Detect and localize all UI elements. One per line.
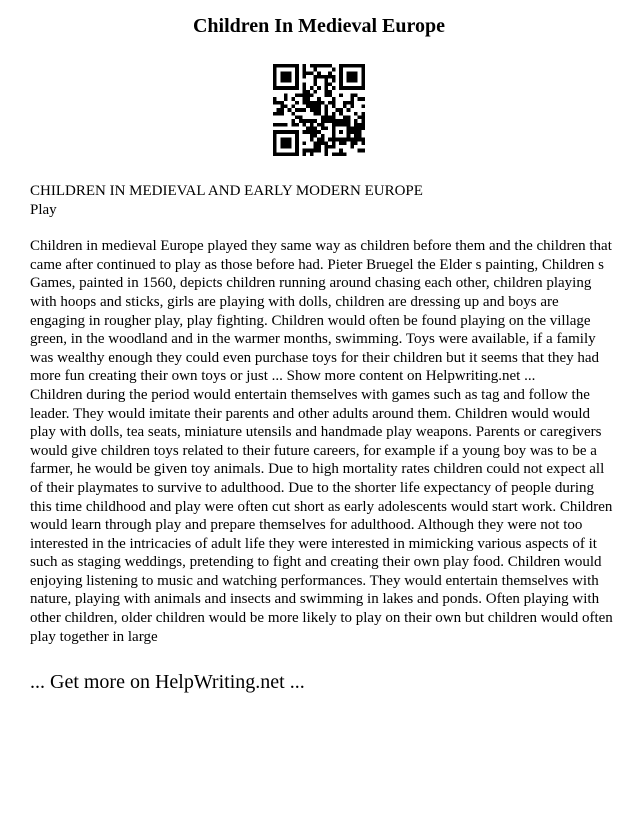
document-body [30,182,614,694]
get-more-link[interactable]: ... Get more on HelpWriting.net ... [30,671,305,694]
paragraph-2: Children during the period would entertain themselves with games such as tag and follow the leader. They would imitate their parents and other adults around them. Children would would play with dolls, tea seats, miniature utensils and handmade play weapons. Parents or caregivers would give children toys related to their future careers, for example if a young boy was to be a farmer, he would be given toy animals. Due to high mortality rates children could not expect all of their playmates to survive to adulthood. Due to the shorter life expectancy of people during this time childhood and play were often cut short as early adolescents would start work. Children would learn through play and prepare themselves for adulthood. Although they were not too interested in the intricacies of adult life they were interested in mimicking various aspects of it such as staging weddings, pretending to fight and creating their own play food. Children would enjoying listening to music and watching performances. They would entertain themselves with nature, playing with animals and insects and swimming in lakes and ponds. Often playing with other children, older children would be more likely to play on their own but children would often play together in large [30,386,613,645]
subheading: CHILDREN IN MEDIEVAL AND EARLY MODERN EUROPE [30,183,423,199]
qr-code-icon [273,64,365,156]
subheading-play: Play [30,201,57,218]
page-title: Children In Medieval Europe [192,15,446,37]
paragraph-1: Children in medieval Europe played they same way as children before them and the children that came after continued to play as those before had. Pieter Bruegel the Elder s painting, Children s Games, painted in 1560, depicts children running around chasing each other, children playing with hoops and sticks, girls are playing with dolls, children are dressing up and boys are engaging in rougher play, play fighting. Children would often be found playing on the village green, in the woodland and in the warmer months, swimming. Toys were available, if a family was wealthy enough they could even purchase toys for their children but it seems that they had more fun creating their own toys or just ... Show more content on Helpwriting.net ... [30,238,612,385]
